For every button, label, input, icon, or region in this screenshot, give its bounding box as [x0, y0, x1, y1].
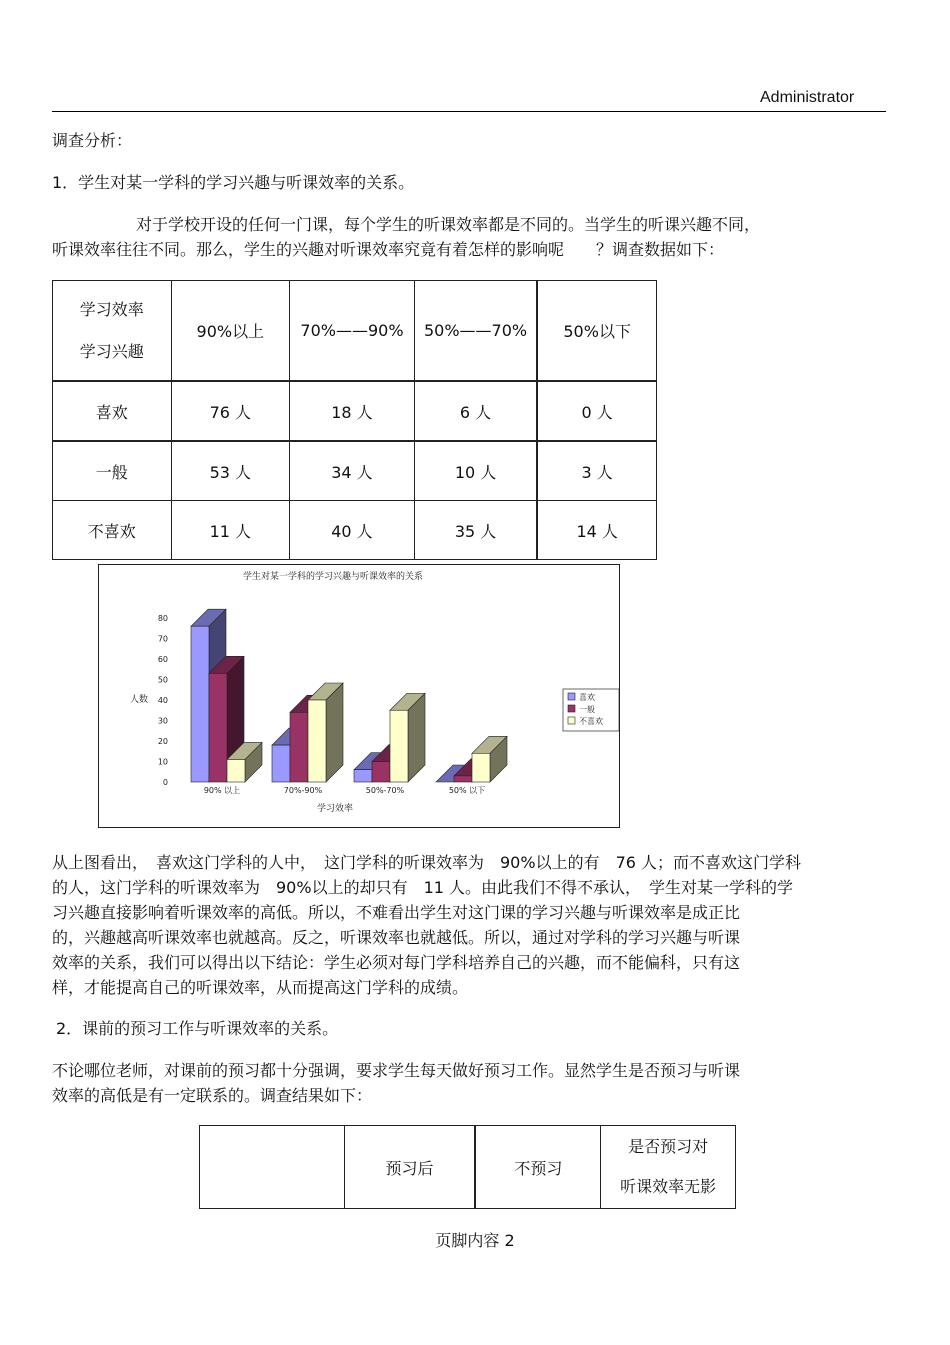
q1-conclusion-line-2: 的人，这门学科的听课效率为 90%以上的却只有 11 人。由此我们不得不承认， 学生对某一学科的学 — [52, 878, 794, 897]
page-footer: 页脚内容 2 — [435, 1231, 515, 1250]
table-cell: 10 人 — [414, 441, 537, 501]
bar-front-face — [227, 759, 245, 782]
row-label: 一般 — [53, 441, 172, 501]
table-cell: 34 人 — [290, 441, 415, 501]
bar-chart-svg — [99, 565, 619, 827]
column-header: 70%——90% — [290, 281, 415, 382]
bar-front-face — [390, 710, 408, 782]
bar-front-face — [308, 700, 326, 782]
section-title: 调查分析： — [52, 131, 133, 150]
legend-swatch — [568, 693, 575, 700]
table-corner-cell — [53, 281, 172, 382]
table-cell: 3 人 — [537, 441, 656, 501]
bar-front-face — [372, 762, 390, 783]
column-header: 预习后 — [344, 1126, 475, 1209]
legend-swatch — [568, 717, 575, 724]
legend-swatch — [568, 705, 575, 712]
table-cell: 18 人 — [290, 381, 415, 441]
table-cell: 0 人 — [537, 381, 656, 441]
table-cell: 35 人 — [414, 501, 537, 560]
col3-top-label: 是否预习对 — [628, 1137, 709, 1156]
x-tick-label: 90% 以上 — [203, 786, 241, 795]
y-tick-label: 20 — [157, 737, 168, 746]
column-header: 50%以下 — [537, 281, 656, 382]
chart-title: 学生对某一学科的学习兴趣与听课效率的关系 — [242, 572, 424, 582]
y-tick-label: 10 — [157, 757, 168, 767]
row-label: 喜欢 — [53, 381, 172, 441]
corner-top-label: 学习效率 — [79, 299, 144, 319]
x-tick-label: 70%-90% — [283, 786, 323, 795]
q2-intro-line-2: 效率的高低是有一定联系的。调查结果如下： — [52, 1086, 373, 1105]
column-header: 不预习 — [475, 1126, 600, 1209]
column-header: 90%以上 — [171, 281, 290, 382]
x-axis-label: 学习效率 — [316, 804, 354, 814]
bar — [308, 683, 343, 782]
column-header — [601, 1126, 736, 1209]
row-label: 不喜欢 — [53, 501, 172, 560]
q2-heading: 2．课前的预习工作与听课效率的关系。 — [56, 1019, 339, 1038]
table-cell: 14 人 — [537, 501, 656, 560]
bar-front-face — [191, 626, 209, 782]
chart-legend — [563, 689, 619, 731]
preview-efficiency-table — [199, 1125, 736, 1209]
header-rule — [52, 111, 886, 112]
bar-front-face — [209, 673, 227, 782]
bar-front-face — [472, 753, 490, 782]
table-cell: 53 人 — [171, 441, 290, 501]
q1-heading: 1．学生对某一学科的学习兴趣与听课效率的关系。 — [52, 173, 415, 192]
corner-bottom-label: 学习兴趣 — [79, 341, 144, 361]
interest-efficiency-table — [52, 280, 657, 560]
x-axis-ticks — [204, 785, 485, 795]
legend-label: 喜欢 — [579, 693, 595, 702]
y-tick-label: 30 — [157, 716, 168, 726]
y-tick-label: 40 — [157, 696, 168, 705]
q1-conclusion-line-1: 从上图看出， 喜欢这门学科的人中， 这门学科的听课效率为 90%以上的有 76 人；而不喜欢这门学科 — [52, 853, 802, 872]
q1-conclusion-line-4: 的，兴趣越高听课效率也就越高。反之，听课效率也就越低。所以，通过对学科的学习兴趣与听课 — [52, 928, 741, 947]
legend-label: 一般 — [579, 705, 595, 714]
table-cell: 76 人 — [171, 381, 290, 441]
bar-front-face — [354, 770, 372, 782]
q1-intro-line-1: 对于学校开设的任何一门课，每个学生的听课效率都是不同的。当学生的听课兴趣不同， — [136, 215, 761, 234]
legend-label: 不喜欢 — [579, 717, 603, 726]
table-cell: 40 人 — [290, 501, 415, 560]
bar-chart — [98, 564, 620, 828]
q1-intro-line-2: 听课效率往往不同。那么，学生的兴趣对听课效率究竟有着怎样的影响呢 ？调查数据如下： — [52, 240, 725, 259]
y-tick-label: 70 — [157, 634, 168, 644]
q1-conclusion-line-6: 样，才能提高自己的听课效率，从而提高这门学科的成绩。 — [52, 978, 469, 997]
y-axis-ticks — [158, 614, 168, 787]
q1-conclusion-line-5: 效率的关系，我们可以得出以下结论：学生必须对每门学科培养自己的兴趣，而不能偏科，只有这 — [52, 953, 741, 972]
table-corner-cell — [200, 1126, 345, 1209]
col3-bottom-label: 听课效率无影 — [620, 1177, 717, 1196]
bar-front-face — [272, 745, 290, 782]
y-tick-label: 0 — [162, 778, 168, 787]
column-header: 50%——70% — [414, 281, 537, 382]
bar — [390, 693, 425, 782]
x-tick-label: 50%-70% — [365, 786, 405, 795]
y-tick-label: 80 — [157, 614, 168, 623]
y-tick-label: 50 — [157, 675, 168, 685]
bars-group — [191, 609, 507, 782]
bar — [472, 736, 507, 782]
table-cell: 11 人 — [171, 501, 290, 560]
bar-front-face — [454, 776, 472, 782]
x-tick-label: 50% 以下 — [448, 786, 486, 795]
y-tick-label: 60 — [157, 655, 168, 664]
header-author: Administrator — [760, 89, 855, 106]
table-cell: 6 人 — [414, 381, 537, 441]
q1-conclusion-line-3: 习兴趣直接影响着听课效率的高低。所以，不难看出学生对这门课的学习兴趣与听课效率是成正比 — [52, 903, 741, 922]
q2-intro-line-1: 不论哪位老师，对课前的预习都十分强调，要求学生每天做好预习工作。显然学生是否预习与听课 — [52, 1061, 741, 1080]
bar-front-face — [290, 712, 308, 782]
y-axis-label: 人数 — [129, 695, 149, 705]
